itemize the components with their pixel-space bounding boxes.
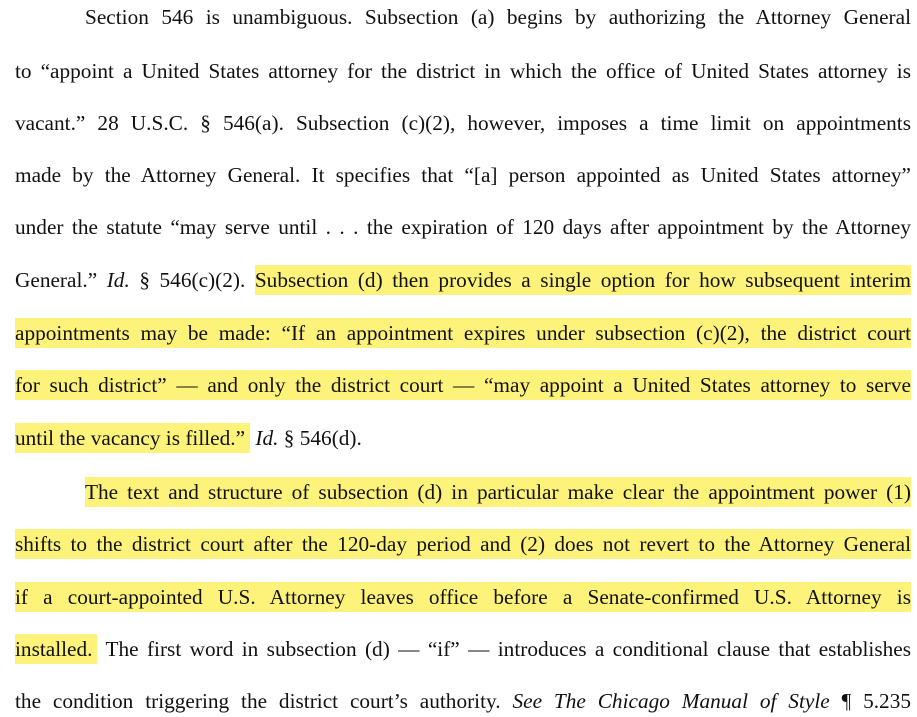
- highlight-span: The text and structure of subsection (d) in particular make clear the appointment power (1): [85, 477, 911, 507]
- highlight-span: shifts to the district court after the 120-day period and (2) does not revert to the Attorney General: [15, 529, 911, 559]
- text-line-1: Section 546 is unambiguous. Subsection (a) begins by authorizing the Attorney General: [85, 5, 911, 29]
- highlight-span: for such district” — and only the district court — “may appoint a United States attorney to serve: [15, 370, 911, 400]
- text-line-7: [15, 317, 911, 349]
- text-line-5: under the statute “may serve until . . . the expiration of 120 days after appointment by the Attorney: [15, 215, 911, 239]
- text-line-11: [15, 528, 911, 560]
- citation-id: Id.: [255, 426, 279, 450]
- text-line-9: until the vacancy is filled.” Id. § 546(d).: [15, 422, 911, 454]
- highlight-span: installed.: [15, 634, 97, 664]
- text-line-13: installed. The first word in subsection (d) — “if” — introduces a conditional clause that establishes: [15, 633, 911, 665]
- citation-manual: See The Chicago Manual of Style: [512, 689, 830, 713]
- highlight-span: appointments may be made: “If an appointment expires under subsection (c)(2), the district court: [15, 318, 911, 348]
- citation-id: Id.: [106, 268, 130, 292]
- highlight-span: Subsection (d) then provides a single option for how subsequent interim: [255, 265, 911, 295]
- highlight-span: if a court-appointed U.S. Attorney leaves office before a Senate-confirmed U.S. Attorney is: [15, 582, 911, 612]
- text-line-14: the condition triggering the district court’s authority. See The Chicago Manual of Style ¶ 5.235: [15, 689, 912, 713]
- text-line-2: to “appoint a United States attorney for the district in which the office of United States attorney is: [15, 59, 911, 83]
- text-line-12: [15, 581, 911, 613]
- text-line-10: [85, 476, 911, 508]
- text-line-6: General.” Id. § 546(c)(2). Subsection (d) then provides a single option for how subsequent interim: [15, 264, 911, 296]
- highlight-span: until the vacancy is filled.”: [15, 423, 250, 453]
- text-line-8: [15, 369, 911, 401]
- text-line-3: vacant.” 28 U.S.C. § 546(a). Subsection (c)(2), however, imposes a time limit on appointments: [15, 111, 911, 135]
- text-line-4: made by the Attorney General. It specifies that “[a] person appointed as United States attorney”: [15, 163, 911, 187]
